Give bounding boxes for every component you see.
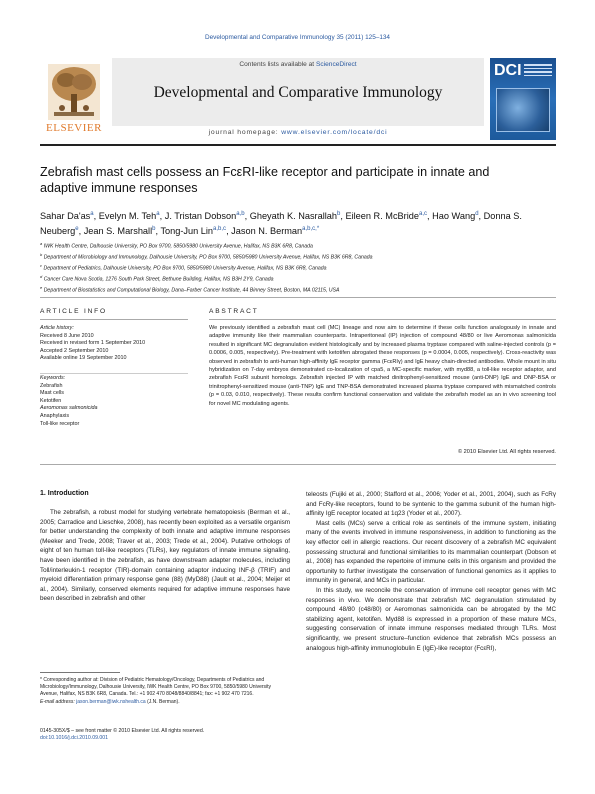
author-affiliation-mark[interactable]: a,b,c bbox=[213, 226, 227, 233]
affiliation-mark: a bbox=[40, 241, 43, 246]
keyword-item: Toll-like receptor bbox=[40, 420, 80, 427]
history-list bbox=[40, 333, 190, 363]
copyright-notice: © 2010 Elsevier Ltd. All rights reserved. bbox=[457, 449, 556, 455]
intro-left-column bbox=[40, 508, 290, 604]
homepage-link[interactable]: www.elsevier.com/locate/dci bbox=[281, 129, 388, 136]
footnote-text: * Corresponding author at: Division of Pediatric Hematology/Oncology, Departments of Pediatrics and Microbiology/Immunology, Dalhousie University, IWK Health Centre, PO Box 9700, 5850/5980 University Avenue, Halifax, NS B3K 6R8, Canada. Tel.: +1 902 470 8048/8840/8841; fax: +1 902 470 7216. bbox=[40, 677, 272, 698]
front-matter bbox=[40, 728, 300, 743]
author-affiliation-mark[interactable]: a,c bbox=[419, 211, 428, 217]
article-info bbox=[40, 325, 190, 428]
journal-reference[interactable]: Developmental and Comparative Immunology 35 (2011) 125–134 bbox=[205, 34, 390, 41]
author-name: Eileen R. McBride bbox=[345, 211, 419, 222]
keywords-list bbox=[40, 383, 190, 429]
doi-link[interactable]: doi:10.1016/j.dci.2010.09.001 bbox=[40, 735, 109, 742]
affiliation-text: Department of Biostatistics and Computational Biology, Dana–Farber Cancer Institute, 44 Binney Street, Boston, MA 02115, USA bbox=[43, 287, 340, 294]
cover-micrograph bbox=[496, 88, 550, 132]
affiliation-mark: b bbox=[40, 251, 43, 257]
introduction-heading: 1. Introduction bbox=[40, 490, 89, 497]
email-label: E-mail address: bbox=[40, 698, 77, 705]
footnote-divider bbox=[40, 672, 120, 673]
elsevier-tree-icon bbox=[48, 64, 100, 120]
author-name: Jean S. Marshall bbox=[83, 226, 153, 237]
author-name: Hao Wang bbox=[432, 211, 476, 222]
abstract-heading: ABSTRACT bbox=[209, 308, 259, 315]
affiliation bbox=[40, 262, 556, 273]
affiliation bbox=[40, 284, 556, 295]
corresponding-author-footnote bbox=[40, 677, 290, 706]
section-divider bbox=[40, 297, 556, 298]
cover-title-lines bbox=[524, 64, 552, 78]
author-affiliation-mark[interactable]: a,b bbox=[236, 211, 245, 217]
intro-paragraph: Mast cells (MCs) serve a critical role as sentinels of the immune system, initiating many of the events involved in immune responsiveness, in addition to functioning as the key effector cell in allergic reactions. Our recent discovery of a zebrafish MC equivalent possessing structural and functional similarities to its mammalian counterpart (Dobson et al., 2008) has expanded the repertoire of immune cells in this organism and provided the opportunity to further investigate the conservation of functional genomics as it applies to immunity in general, and MCs in particular. bbox=[306, 519, 556, 585]
issn-line: 0145-305X/$ – see front matter © 2010 Elsevier Ltd. All rights reserved. bbox=[40, 728, 205, 734]
history-item: Received in revised form 1 September 2010 bbox=[40, 340, 146, 347]
history-label: Article history: bbox=[40, 325, 74, 331]
article-info-divider bbox=[40, 319, 188, 320]
author-name: Sahar Da'as bbox=[40, 211, 91, 222]
sciencedirect-link[interactable]: ScienceDirect bbox=[315, 61, 357, 68]
affiliation bbox=[40, 251, 556, 262]
author-affiliation-mark[interactable]: a bbox=[156, 211, 160, 217]
contents-prefix: Contents lists available at bbox=[239, 61, 316, 68]
author-affiliation-mark[interactable]: d bbox=[475, 211, 479, 217]
author-name: Jason N. Berman bbox=[231, 226, 303, 237]
journal-homepage bbox=[112, 129, 484, 136]
author-affiliation-mark[interactable]: a bbox=[90, 211, 94, 217]
author-name: Gheyath K. Nasrallah bbox=[249, 211, 338, 222]
publisher-name: ELSEVIER bbox=[46, 122, 102, 134]
affiliation bbox=[40, 273, 556, 284]
author-name: Evelyn M. Teh bbox=[98, 211, 157, 222]
keyword-item: Mast cells bbox=[40, 390, 64, 397]
intro-right-column bbox=[306, 490, 556, 653]
article-title: Zebrafish mast cells possess an FcεRI-like receptor and participate in innate and adaptive immune responses bbox=[40, 165, 490, 195]
affiliation-text: Department of Microbiology and Immunology, Dalhousie University, PO Box 9700, 5850/5980 University Avenue, Halifax, NS B3K 6R8, Canada bbox=[43, 254, 373, 261]
affiliation-text: Cancer Care Nova Scotia, 1276 South Park Street, Bethune Building, Halifax, NS B3H 2Y9, Canada bbox=[43, 276, 274, 283]
keywords-label: Keywords: bbox=[40, 374, 66, 381]
article-info-heading: ARTICLE INFO bbox=[40, 308, 107, 315]
cover-label: DCI bbox=[494, 62, 522, 79]
elsevier-logo bbox=[40, 58, 106, 140]
homepage-prefix: journal homepage: bbox=[208, 129, 282, 136]
author-affiliation-mark[interactable]: a,b,c,* bbox=[302, 226, 320, 233]
author-name: Tong-Jun Lin bbox=[160, 226, 214, 237]
affiliation-text: IWK Health Centre, Dalhousie University, PO Box 9700, 5850/5980 University Avenue, Halifax, NS B3K 6R8, Canada bbox=[43, 243, 313, 250]
intro-paragraph: teleosts (Fujiki et al., 2000; Stafford et al., 2006; Yoder et al., 2001, 2004), such as FcRγ and FcRγ-like receptors, found to be syntenic to the gamma subunit of the human high-affinity IgE receptor located at 1q23 (Yoder et al., 2007). bbox=[306, 491, 556, 518]
history-item: Available online 19 September 2010 bbox=[40, 355, 127, 362]
journal-header bbox=[40, 58, 556, 140]
contents-line bbox=[112, 61, 484, 68]
keyword-item: Ketotifen bbox=[40, 397, 62, 404]
author-name: J. Tristan Dobson bbox=[164, 211, 237, 222]
history-item: Received 8 June 2010 bbox=[40, 332, 94, 339]
history-item: Accepted 2 September 2010 bbox=[40, 347, 109, 354]
abstract-divider bbox=[209, 319, 556, 320]
journal-cover-image bbox=[490, 58, 556, 140]
masthead bbox=[112, 58, 484, 126]
email-suffix: (J.N. Berman). bbox=[145, 698, 180, 705]
journal-title: Developmental and Comparative Immunology bbox=[153, 84, 443, 101]
intro-paragraph: In this study, we reconcile the conservation of immune cell receptor genes with MC responses in vivo. We demonstrate that zebrafish MC degranulation stimulated by compound 48/80 (c48/80) or Aeromonas salmonicida can be abrogated by the MC stabilizing agent, ketotifen. Myd88 is expressed in a proportion of these mature MCs, suggesting conservation of innate immune responses mediated through TLRs. Most significantly, we present structure–function evidence that zebrafish MCs possess an analogous high-affinity immunoglobulin E (IgE)-like receptor (FcεRI), bbox=[306, 586, 556, 652]
affiliation bbox=[40, 240, 556, 251]
affiliation-mark: e bbox=[40, 284, 43, 290]
author-affiliation-mark[interactable]: e bbox=[75, 226, 79, 233]
header-divider bbox=[40, 144, 556, 146]
keyword-item: Anaphylaxis bbox=[40, 412, 70, 419]
author-name: Donna S. Neuberg bbox=[40, 211, 522, 237]
affiliation-mark: c bbox=[40, 262, 42, 268]
keyword-item: Zebrafish bbox=[40, 382, 63, 389]
abstract-bottom-divider bbox=[40, 464, 556, 465]
keyword-item: Aeromonas salmonicida bbox=[40, 405, 98, 412]
intro-paragraph: The zebrafish, a robust model for studying vertebrate hematopoiesis (Berman et al., 2005; Carradice and Lieschke, 2008), has recently been exploited as a versatile organism for better understanding the complexity of both innate and adaptive immune responses (Meeker and Trede, 2008; Traver et al., 2003; Trede et al., 2004). Putative orthologs of eight of ten human toll-like receptors (TLRs), key regulators of innate immune signaling, have been identified in the zebrafish, as have downstream adapter molecules, including Toll/interleukin-1 receptor (TIR)-domain containing adaptor inducing INF-β (TRIF) and myeloid differentiation primary response gene (88) (MyD88) (Jault et al., 2004; Meijer et al., 2004). Similarly, conserved elements required for adaptive immune responses have been described in zebrafish and other bbox=[40, 509, 290, 603]
affiliation-list bbox=[40, 240, 556, 295]
affiliation-text: Department of Pediatrics, Dalhousie University, PO Box 9700, 5850/5980 University Avenue, Halifax, NS B3K 6R8, Canada bbox=[43, 265, 327, 272]
author-list: Sahar $Da'as^a$, Evelyn M. Teh$^a$, J. Tristan Dobson$^{a,b}$, Gheyath K. Nasrallah$^b$, Eileen R. McBride$^{a,c}$, Hao Wang$^d$, Donna S. Neuberg$^e$, Jean S. Marshall$^b$, Tong-Jun Lin$^{a,b,c}$, Jason N. Berman$^{a,b,c,*}$ bbox=[40, 211, 522, 237]
article-info-inner-divider bbox=[40, 373, 188, 374]
author-affiliation-mark[interactable]: b bbox=[337, 211, 341, 217]
author-affiliation-mark[interactable]: b bbox=[152, 226, 156, 233]
abstract-text: We previously identified a zebrafish mast cell (MC) lineage and now aim to determine if these cells function analogously in innate and adaptive immunity like their mammalian counterparts. Intraperitoneal (IP) injection of compound 48/80 or live Aeromonas salmonicida resulted in significant MC degranulation evident histologically and by increased plasma tryptase compared with saline-injected controls (p = 0.0006, 0.005, respectively). Pre-treatment with ketotifen abrogated these responses (p = 0.0004, 0.005, respectively). Cross-reactivity was observed in zebrafish to anti-human high-affinity IgE receptor gamma (FcεRIγ) and IgE heavy chain-directed antibodies. Whole mount in situ hybridization on 7-day embryos demonstrated co-localization of cpa5, a MC-specific marker, with myd88, a toll-like receptor adaptor, and zebrafish FcεRI subunit homologs. Zebrafish injected IP with matched dinitrophenyl-sensitized mouse (anti-DNP) IgE and DNP-BSA or trinitrophenyl-sensitized mouse (anti-TNP) IgE and TNP-BSA demonstrated increased plasma tryptase compared with mismatched controls (p = 0.03, 0.010, respectively). These results confirm functional conservation and validate the zebrafish model as an in vivo screening tool for novel MC modulating agents. bbox=[209, 325, 556, 407]
affiliation-mark: d bbox=[40, 273, 43, 279]
author-email-link[interactable]: jason.berman@iwk.nshealth.ca bbox=[76, 698, 146, 705]
